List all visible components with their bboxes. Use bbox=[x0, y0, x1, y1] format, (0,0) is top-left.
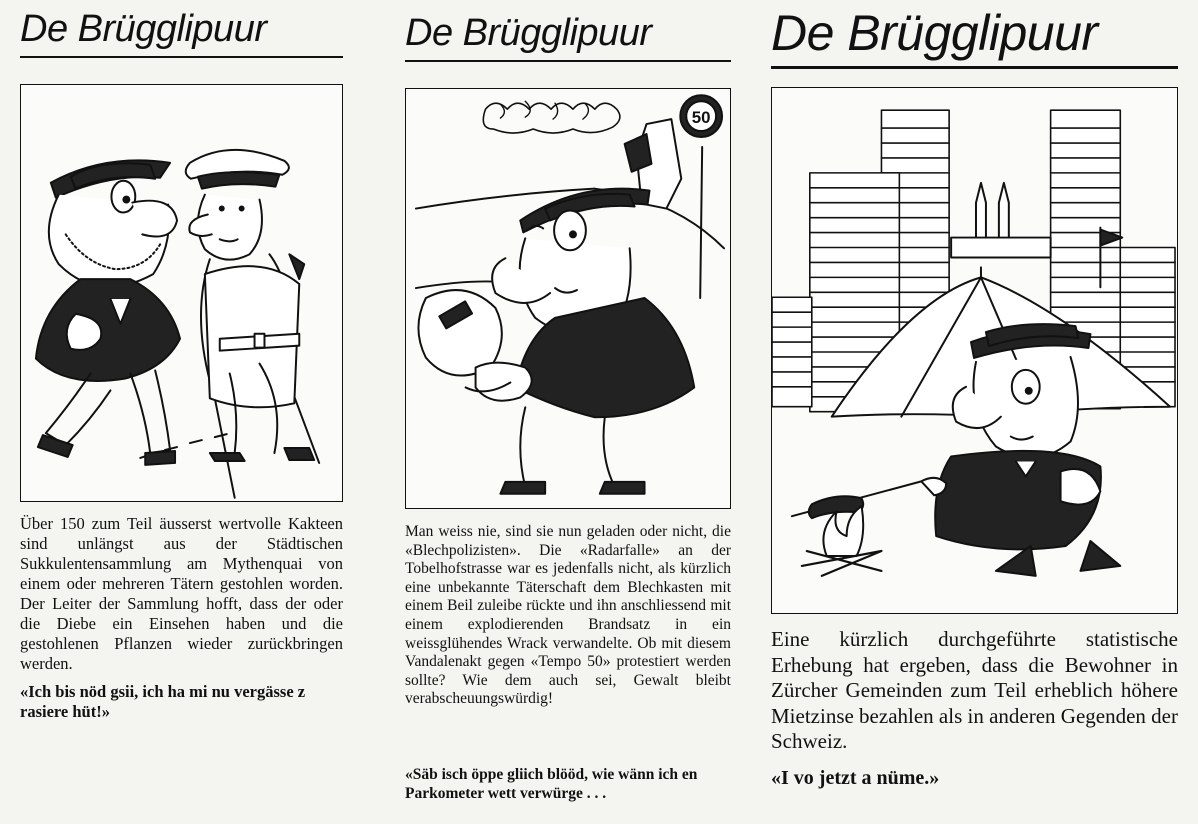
column-title: De Brügglipuur bbox=[20, 8, 267, 50]
article-text: Man weiss nie, sind sie nun geladen oder nicht, die «Blechpolizisten». Die «Radarfalle» an der Tobelhofstrasse war es jedenfalls nicht, als kürzlich eine unbekannte Täterschaft dem Blechkasten mit einem Beil zuleibe rückte und ihn anschliessend mit einem explodierenden Brandsatz in ein weissglühendes Wrack verwandelte. Ob mit diesem Vandalenakt gegen «Tempo 50» protestiert werden sollte? Wie dem auch sei, Gewalt bleibt verabscheuungswürdig! bbox=[405, 523, 731, 708]
column-title: De Brügglipuur bbox=[771, 5, 1098, 61]
cartoon-quote: «I vo jetzt a nüme.» bbox=[771, 767, 940, 789]
cartoon-panel bbox=[20, 84, 343, 502]
column-title: De Brügglipuur bbox=[405, 12, 652, 54]
article-text: Eine kürzlich durchgeführte statistische Erhebung hat ergeben, dass die Bewohner in Zürcher Gemeinden zum Teil erheblich höhere Mietzinse bezahlen als in anderen Gegenden der Schweiz. bbox=[771, 627, 1178, 753]
cartoon-radar-illustration bbox=[406, 89, 730, 508]
cartoon-panel bbox=[405, 88, 731, 509]
title-rule bbox=[405, 60, 731, 62]
cartoon-panel bbox=[771, 87, 1178, 614]
cartoon-quote: «Säb isch öppe gliich blööd, wie wänn ich en Parkometer wett verwürge . . . bbox=[405, 766, 698, 802]
cartoon-cactus-thief-illustration bbox=[21, 85, 342, 501]
cartoon-tent-camping-illustration bbox=[772, 88, 1177, 613]
title-rule bbox=[771, 66, 1178, 69]
article-text: Über 150 zum Teil äusserst wertvolle Kakteen sind unlängst aus der Städtischen Sukkulentensammlung am Mythenquai von einem oder mehreren Tätern gestohlen worden. Der Leiter der Sammlung hofft, dass der oder die Diebe ein Einsehen haben und die gestohlenen Pflanzen wieder zurückbringen werden. bbox=[20, 514, 343, 673]
title-rule bbox=[20, 56, 343, 58]
cartoon-quote: «Ich bis nöd gsii, ich ha mi nu vergässe z rasiere hüt!» bbox=[20, 682, 306, 721]
speed-limit-sign-number: 50 bbox=[691, 108, 711, 128]
